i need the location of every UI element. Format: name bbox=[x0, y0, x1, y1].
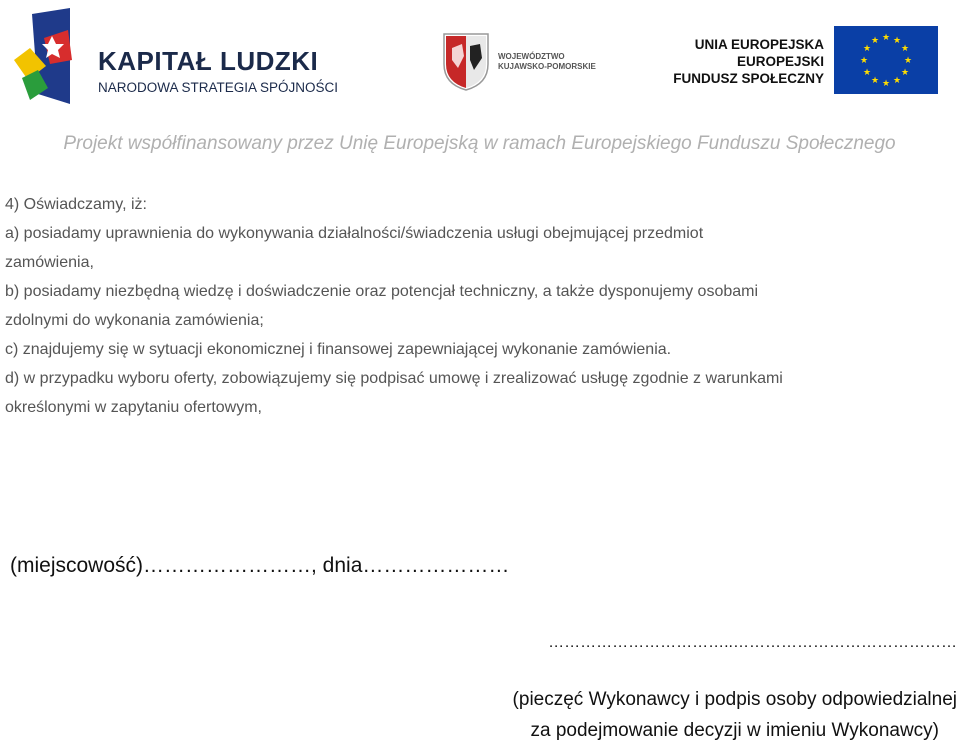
svg-text:★: ★ bbox=[881, 33, 891, 43]
svg-text:★: ★ bbox=[892, 76, 902, 86]
svg-text:★: ★ bbox=[862, 44, 872, 54]
page-header bbox=[0, 0, 959, 110]
declaration-line: zamówienia, bbox=[5, 254, 94, 271]
svg-text:★: ★ bbox=[881, 79, 891, 89]
declaration-line: a) posiadamy uprawnienia do wykonywania działalności/świadczenia usługi obejmującej przedmiot bbox=[5, 225, 704, 242]
declaration-line: zdolnymi do wykonania zamówienia; bbox=[5, 312, 264, 329]
svg-text:★: ★ bbox=[862, 68, 872, 78]
signature-caption bbox=[513, 684, 957, 746]
kapital-ludzki-title: KAPITAŁ LUDZKI bbox=[98, 46, 319, 76]
project-cofinancing-line: Projekt współfinansowany przez Unię Europejską w ramach Europejskiego Funduszu Społecznego bbox=[63, 133, 896, 154]
kapital-ludzki-subtitle: NARODOWA STRATEGIA SPÓJNOŚCI bbox=[98, 80, 339, 95]
svg-text:★: ★ bbox=[859, 56, 869, 66]
svg-text:★: ★ bbox=[903, 56, 913, 66]
signature-caption-line1: (pieczęć Wykonawcy i podpis osoby odpowiedzialnej bbox=[512, 689, 957, 710]
eu-line1: UNIA EUROPEJSKA bbox=[694, 37, 824, 52]
eu-line2: EUROPEJSKI bbox=[736, 54, 824, 69]
declaration-line: b) posiadamy niezbędną wiedzę i doświadczenie oraz potencjał techniczny, a także dysponujemy osobami bbox=[5, 283, 759, 300]
eu-line3: FUNDUSZ SPOŁECZNY bbox=[673, 71, 824, 86]
declaration-line: c) znajdujemy się w sytuacji ekonomicznej i finansowej zapewniającej wykonanie zamówienia. bbox=[5, 341, 672, 358]
coat-of-arms-icon bbox=[440, 30, 492, 92]
declaration-heading: 4) Oświadczamy, iż: bbox=[5, 196, 147, 213]
svg-text:★: ★ bbox=[900, 68, 910, 78]
declaration-section bbox=[5, 190, 955, 422]
wojewodztwo-label bbox=[498, 52, 596, 72]
wojewodztwo-line1: WOJEWÓDZTWO bbox=[498, 52, 565, 61]
eu-flag-icon bbox=[834, 26, 938, 94]
wojewodztwo-logo bbox=[440, 30, 600, 94]
eu-fund-logo bbox=[673, 30, 948, 100]
signature-caption-line2: za podejmowanie decyzji w imieniu Wykonawcy) bbox=[530, 720, 940, 741]
kapital-ludzki-emblem-icon bbox=[8, 8, 78, 112]
place-date-line: (miejscowość)……………………, dnia………………… bbox=[10, 554, 510, 577]
declaration-line: d) w przypadku wyboru oferty, zobowiązujemy się podpisać umowę i zrealizować usługę zgodnie z warunkami bbox=[5, 370, 783, 387]
wojewodztwo-line2: KUJAWSKO-POMORSKIE bbox=[498, 62, 596, 71]
declaration-line: określonymi w zapytaniu ofertowym, bbox=[5, 399, 262, 416]
kapital-ludzki-logo bbox=[8, 8, 338, 112]
signature-dotted-line: ……………………………..…………………………………… bbox=[548, 634, 957, 651]
svg-text:★: ★ bbox=[870, 36, 880, 46]
eu-fund-label bbox=[673, 36, 824, 87]
svg-text:★: ★ bbox=[900, 44, 910, 54]
svg-text:★: ★ bbox=[892, 36, 902, 46]
svg-text:★: ★ bbox=[870, 76, 880, 86]
